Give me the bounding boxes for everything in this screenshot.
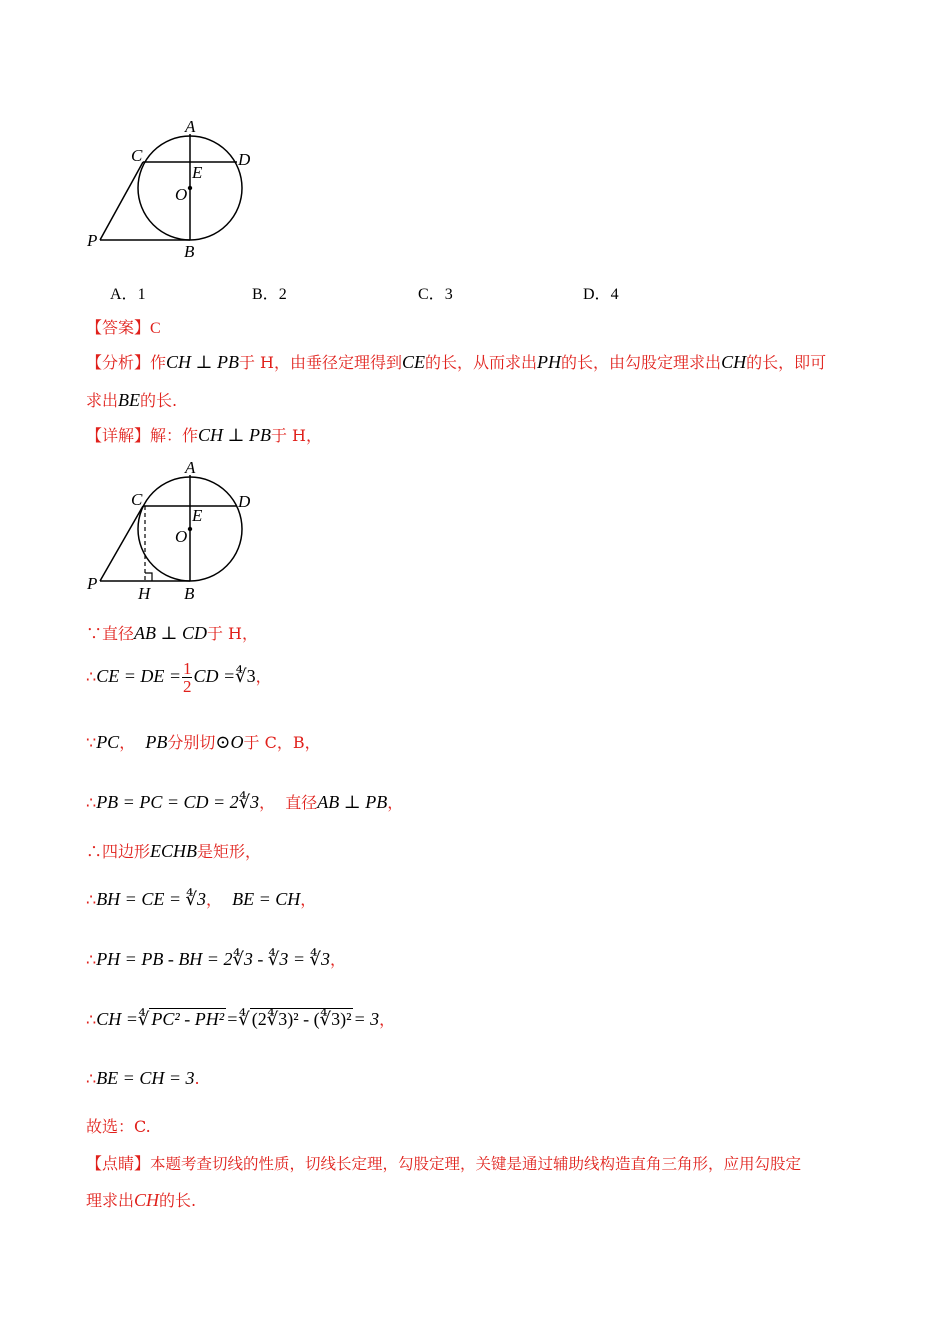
step-9: ∴BE = CH = 3. [86,1068,200,1088]
step-8: ∴CH =∜ PC² - PH² =∜ (2∜3)² - (∜3)² = 3， [86,1009,396,1029]
detail-line: 【详解】解：作CH ⊥ PB于 H， [86,425,323,445]
comment-line-1: 【点睛】本题考查切线的性质，切线长定理，勾股定理，关键是通过辅助线构造直角三角形，应用勾股定 [86,1154,802,1173]
label-a: A [185,458,196,477]
option-a: A．1 [110,286,146,303]
label-b: B [184,584,195,603]
step-6: ∴BH = CE = ∜3， BE = CH， [86,889,317,909]
comment-line-2: 理求出CH的长. [86,1190,197,1210]
answer-line: 【答案】C [86,318,161,337]
step-5: ∴四边形ECHB是矩形， [86,841,262,861]
label-o: O [175,185,188,204]
option-b: B．2 [252,286,287,303]
label-c: C [131,146,143,165]
label-e: E [192,163,203,182]
step-4: ∴PB = PC = CD = 2∜3， 直径AB ⊥ PB， [86,792,404,812]
tangent-pc [100,506,143,581]
label-c: C [131,490,143,509]
label-p: P [87,574,98,593]
conclusion-line: 故选：C. [86,1117,151,1136]
analysis-line-2: 求出BE的长. [86,390,178,410]
label-b: B [184,242,195,261]
fraction-one-half: $\frac{1}{2}$ [182,659,192,696]
label-d: D [238,492,251,511]
right-angle-mark [145,573,152,581]
analysis-line-1: 【分析】作CH ⊥ PB于 H，由垂径定理得到CE的长，从而求出PH的长，由勾股定理求出CH的长，即可 [86,352,827,372]
label-d: D [238,150,251,169]
step-1: ∵直径AB ⊥ CD于 H， [86,623,259,643]
option-d: D．4 [583,286,619,303]
label-e: E [192,506,203,525]
step-2: ∴CE = DE = $\frac{1}{2}$ CD =∜3， [86,659,272,696]
figure-2-circle-tangent-h [80,454,270,604]
option-c: C．3 [418,286,453,303]
center-dot [188,186,192,190]
center-dot [188,527,192,531]
figure-1-circle-tangent [80,112,270,262]
label-a: A [185,117,196,136]
tangent-pc [100,162,143,240]
step-3: ∵PC， PB分别切⊙O于 C，B， [86,732,321,752]
label-p: P [87,231,98,250]
step-7: ∴PH = PB - BH = 2∜3 - ∜3 = ∜3， [86,949,347,969]
label-h: H [138,584,151,603]
label-o: O [175,527,188,546]
